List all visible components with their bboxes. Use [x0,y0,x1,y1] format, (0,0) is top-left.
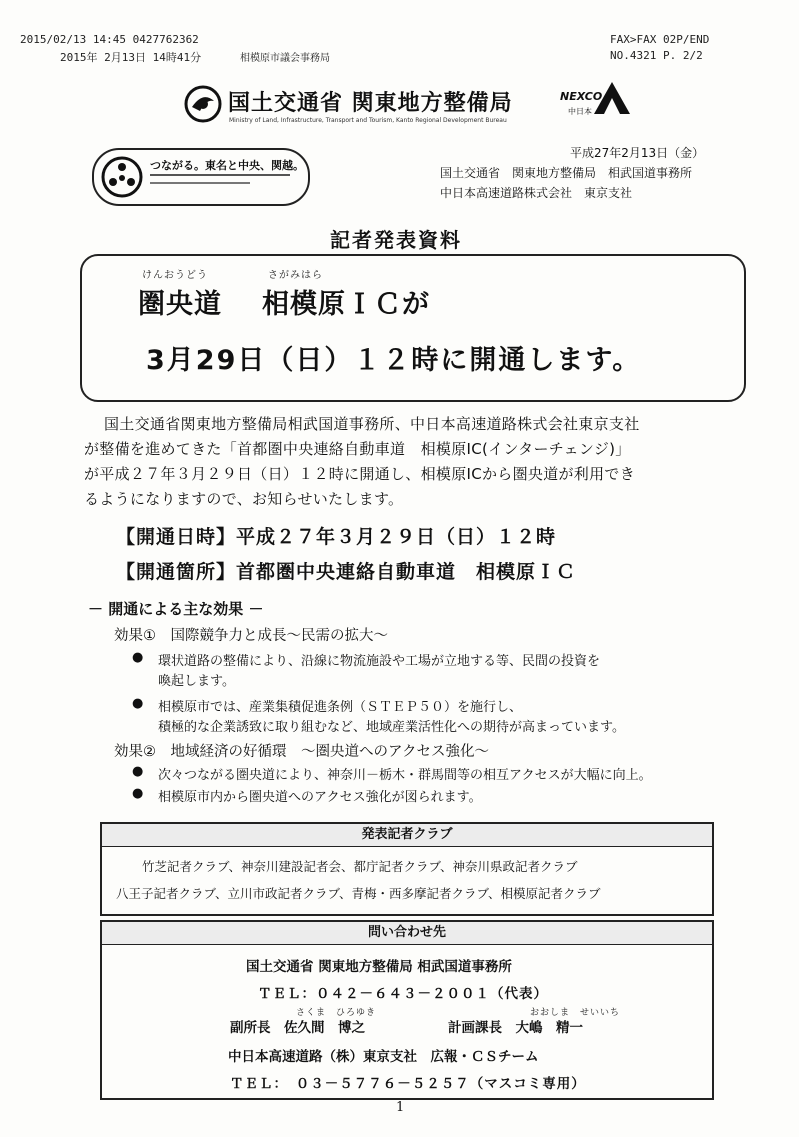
effect-2-item-2: 相模原市内から圏央道へのアクセス強化が図られます。 [158,790,482,805]
mlit-name: 国土交通省 関東地方整備局 [228,91,513,116]
page-number: 1 [396,1100,405,1115]
mlit-subtitle: Ministry of Land, Infrastructure, Transport and Tourism, Kanto Regional Development Bureau [229,117,507,124]
effect-1-item-2a: 相模原市では、産業集積促進条例（ＳＴＥＰ５０）を施行し、 [158,700,523,715]
issuer-1: 国土交通省 関東地方整備局 相武国道事務所 [440,166,693,180]
contact-person-1: 副所長 佐久間 博之 [230,1020,365,1036]
campaign-circle-icon [100,155,144,203]
mlit-logo-icon [184,85,222,123]
effect-1-item-1a: 環状道路の整備により、沿線に物流施設や工場が立地する等、民間の投資を [158,654,601,669]
effect-1-bullet-1: ● [132,650,144,665]
effect-1-item-1b: 喚起します。 [158,674,235,689]
ruby-sakuma: さくま ひろゆき [296,1008,377,1018]
intro-line-2: が整備を進めてきた「首都圏中央連絡自動車道 相模原IC(インターチェンジ)」 [84,440,631,458]
schedule-date: 【開通日時】平成２７年３月２９日（日）１２時 [116,526,557,548]
fax-header-line1-left: 2015/02/13 14:45 0427762362 [20,33,199,46]
campaign-divider-2 [150,182,250,184]
effect-2-item-1: 次々つながる圏央道により、神奈川－栃木・群馬間等の相互アクセスが大幅に向上。 [158,768,652,783]
fax-header-line2-right: NO.4321 P. 2/2 [610,49,703,62]
doc-type: 記者発表資料 [330,228,462,252]
campaign-logo [92,148,310,206]
effect-1-title: 効果① 国際競争力と成長～民需の拡大～ [114,628,388,644]
intro-line-4: るようになりますので、お知らせいたします。 [84,490,404,508]
campaign-text: つながる。東名と中央、関越。 [150,159,304,172]
intro-line-1: 国土交通省関東地方整備局相武国道事務所、中日本高速道路株式会社東京支社 [104,415,640,433]
title-line1-a: 圏央道 [138,289,222,320]
ruby-oshima: おおしま せいいち [530,1008,621,1018]
contact-tel-2: ＴＥＬ： ０３－５７７６－５２５７（マスコミ専用） [230,1076,586,1092]
effect-1-item-2b: 積極的な企業誘致に取り組むなど、地域産業活性化への期待が高まっています。 [158,720,625,735]
nexco-sub: 中日本 [568,107,592,116]
effect-2-bullet-1: ● [132,764,144,779]
fax-header-line1-right: FAX>FAX 02P/END [610,33,710,46]
effect-2-title: 効果② 地域経済の好循環 ～圏央道へのアクセス強化～ [114,744,490,760]
nexco-logo-text: NEXCO [560,90,603,103]
press-clubs-line-2: 八王子記者クラブ、立川市政記者クラブ、青梅・西多摩記者クラブ、相模原記者クラブ [116,886,601,901]
title-line2: 3月29日（日）１２時に開通します。 [146,345,642,376]
title-ruby-sagamihara: さがみはら [268,270,323,281]
press-clubs-header: 発表記者クラブ [102,824,712,847]
effect-2-bullet-2: ● [132,786,144,801]
contact-org-2: 中日本高速道路（株）東京支社 広報・ＣＳチーム [228,1049,539,1065]
title-line1-b: 相模原ＩＣが [262,289,430,320]
contact-header: 問い合わせ先 [102,922,712,945]
contact-person-2: 計画課長 大嶋 精一 [448,1020,583,1036]
effect-1-bullet-2: ● [132,696,144,711]
contact-org-1: 国土交通省 関東地方整備局 相武国道事務所 [246,959,512,975]
press-clubs-line-1: 竹芝記者クラブ、神奈川建設記者会、都庁記者クラブ、神奈川県政記者クラブ [142,859,578,874]
title-ruby-kenodo: けんおうどう [142,270,208,281]
intro-line-3: が平成２７年３月２９日（日）１２時に開通し、相模原ICから圏央道が利用でき [84,465,636,483]
effects-heading: － 開通による主な効果 － [88,600,264,618]
fax-header-line2-left: 2015年 2月13日 14時41分 [60,51,202,64]
contact-tel-1: ＴＥＬ：０４２－６４３－２００１（代表） [258,986,548,1002]
schedule-place: 【開通箇所】首都圏中央連絡自動車道 相模原ＩＣ [116,561,577,583]
fax-header-line2-mid: 相模原市議会事務局 [240,53,330,64]
issuer-2: 中日本高速道路株式会社 東京支社 [440,186,633,200]
campaign-divider [150,174,290,176]
issue-date: 平成27年2月13日（金） [570,146,705,160]
nexco-logo-icon [592,78,632,122]
